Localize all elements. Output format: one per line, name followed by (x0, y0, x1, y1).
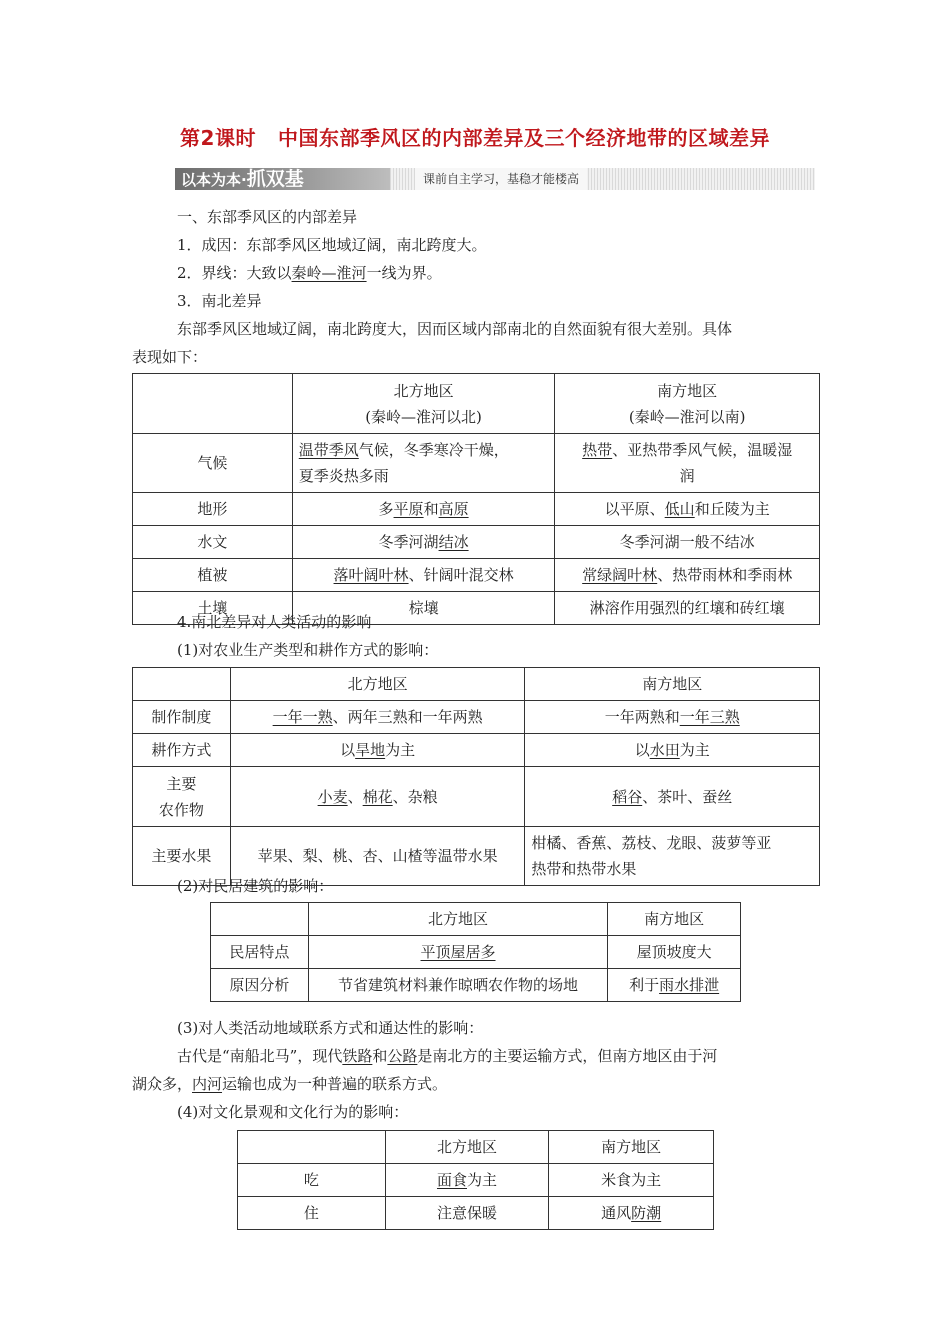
table-cell: 注意保暖 (385, 1197, 549, 1230)
table-row (133, 526, 820, 559)
table-header-cell: 北方地区 (230, 668, 525, 701)
table-row (133, 668, 820, 701)
row-label: 住 (238, 1197, 386, 1230)
item-boundary: 2．界线：大致以秦岭—淮河一线为界。 (177, 264, 442, 282)
table-row (238, 1131, 714, 1164)
table-cell: 温带季风气候，冬季寒冷干燥， 夏季炎热多雨 (292, 434, 555, 493)
table-cell (211, 903, 309, 936)
table-cell: 面食为主 (385, 1164, 549, 1197)
table-row (133, 374, 820, 434)
table-header-cell: 南方地区 (525, 668, 820, 701)
table-row (238, 1197, 714, 1230)
paragraph-line: 表现如下： (132, 348, 208, 366)
page-title (0, 122, 950, 151)
table-cell (133, 374, 293, 434)
row-label: 吃 (238, 1164, 386, 1197)
table-cell: 一年一熟、两年三熟和一年两熟 (230, 701, 525, 734)
table-cell: 柑橘、香蕉、荔枝、龙眼、菠萝等亚 热带和热带水果 (525, 827, 820, 886)
table-cell: 稻谷、茶叶、蚕丝 (525, 767, 820, 827)
table-cell: 以平原、低山和丘陵为主 (555, 493, 820, 526)
table-cell: 棕壤 (292, 592, 555, 625)
section-banner (175, 168, 815, 190)
table-cell: 淋溶作用强烈的红壤和砖红壤 (555, 592, 820, 625)
table-cell: 苹果、梨、桃、杏、山楂等温带水果 (230, 827, 525, 886)
table-cell: 冬季河湖一般不结冰 (555, 526, 820, 559)
section-heading: 4.南北差异对人类活动的影响 (177, 613, 372, 631)
table-cell: 以旱地为主 (230, 734, 525, 767)
table-cell: 通风防潮 (549, 1197, 714, 1230)
table-cell: 屋顶坡度大 (608, 936, 741, 969)
table-header-cell: 北方地区 (308, 903, 607, 936)
table-cell: 多平原和高原 (292, 493, 555, 526)
table-row (211, 903, 741, 936)
table-header-cell: 北方地区 (秦岭—淮河以北) (292, 374, 555, 434)
row-label: 原因分析 (211, 969, 309, 1002)
table-row (133, 493, 820, 526)
table-cell (238, 1131, 386, 1164)
table-row (133, 734, 820, 767)
item-differences: 3．南北差异 (177, 292, 262, 310)
table-row (133, 559, 820, 592)
row-label: 植被 (133, 559, 293, 592)
sub-heading: (3)对人类活动地域联系方式和通达性的影响： (177, 1019, 484, 1037)
agriculture-table (132, 667, 820, 886)
table-cell: 平顶屋居多 (308, 936, 607, 969)
row-label: 水文 (133, 526, 293, 559)
housing-table (210, 902, 741, 1002)
table-cell: 利于雨水排泄 (608, 969, 741, 1002)
row-label: 耕作方式 (133, 734, 231, 767)
lesson-number: 第2课时 (180, 126, 256, 150)
table-header-cell: 北方地区 (385, 1131, 549, 1164)
sub-heading: (2)对民居建筑的影响： (177, 877, 334, 895)
table-cell: 热带、亚热带季风气候，温暖湿 润 (555, 434, 820, 493)
table-cell: 落叶阔叶林、针阔叶混交林 (292, 559, 555, 592)
table-row (133, 767, 820, 827)
table-cell: 常绿阔叶林、热带雨林和季雨林 (555, 559, 820, 592)
table-header-cell: 南方地区 (549, 1131, 714, 1164)
culture-table (237, 1130, 714, 1230)
table-cell: 米食为主 (549, 1164, 714, 1197)
row-label: 土壤 (133, 592, 293, 625)
sub-heading: (1)对农业生产类型和耕作方式的影响： (177, 641, 439, 659)
table-row (211, 969, 741, 1002)
table-row (238, 1164, 714, 1197)
item-cause: 1．成因：东部季风区地域辽阔，南北跨度大。 (177, 236, 487, 254)
banner-tag: 以本为本·抓双基 (175, 168, 390, 190)
table-header-cell: 南方地区 (秦岭—淮河以南) (555, 374, 820, 434)
table-cell: 冬季河湖结冰 (292, 526, 555, 559)
table-header-cell: 南方地区 (608, 903, 741, 936)
lesson-topic: 中国东部季风区的内部差异及三个经济地带的区域差异 (277, 126, 770, 150)
table-cell: 以水田为主 (525, 734, 820, 767)
paragraph-line: 古代是“南船北马”，现代铁路和公路是南北方的主要运输方式，但南方地区由于河 (177, 1047, 718, 1065)
table-cell: 一年两熟和一年三熟 (525, 701, 820, 734)
row-label: 民居特点 (211, 936, 309, 969)
table-cell (133, 668, 231, 701)
paragraph-line: 东部季风区地域辽阔，南北跨度大，因而区域内部南北的自然面貌有很大差别。具体 (177, 320, 733, 338)
table-row (133, 434, 820, 493)
sub-heading: (4)对文化景观和文化行为的影响： (177, 1103, 409, 1121)
row-label: 气候 (133, 434, 293, 493)
row-label: 主要水果 (133, 827, 231, 886)
row-label: 主要 农作物 (133, 767, 231, 827)
table-row (211, 936, 741, 969)
section-heading: 一、东部季风区的内部差异 (177, 208, 358, 226)
paragraph-line: 湖众多，内河运输也成为一种普遍的联系方式。 (132, 1075, 448, 1093)
table-cell: 节省建筑材料兼作晾晒农作物的场地 (308, 969, 607, 1002)
natural-differences-table (132, 373, 820, 625)
banner-motto: 课前自主学习，基稳才能楼高 (415, 168, 587, 190)
table-row (133, 701, 820, 734)
row-label: 制作制度 (133, 701, 231, 734)
table-cell: 小麦、棉花、杂粮 (230, 767, 525, 827)
row-label: 地形 (133, 493, 293, 526)
